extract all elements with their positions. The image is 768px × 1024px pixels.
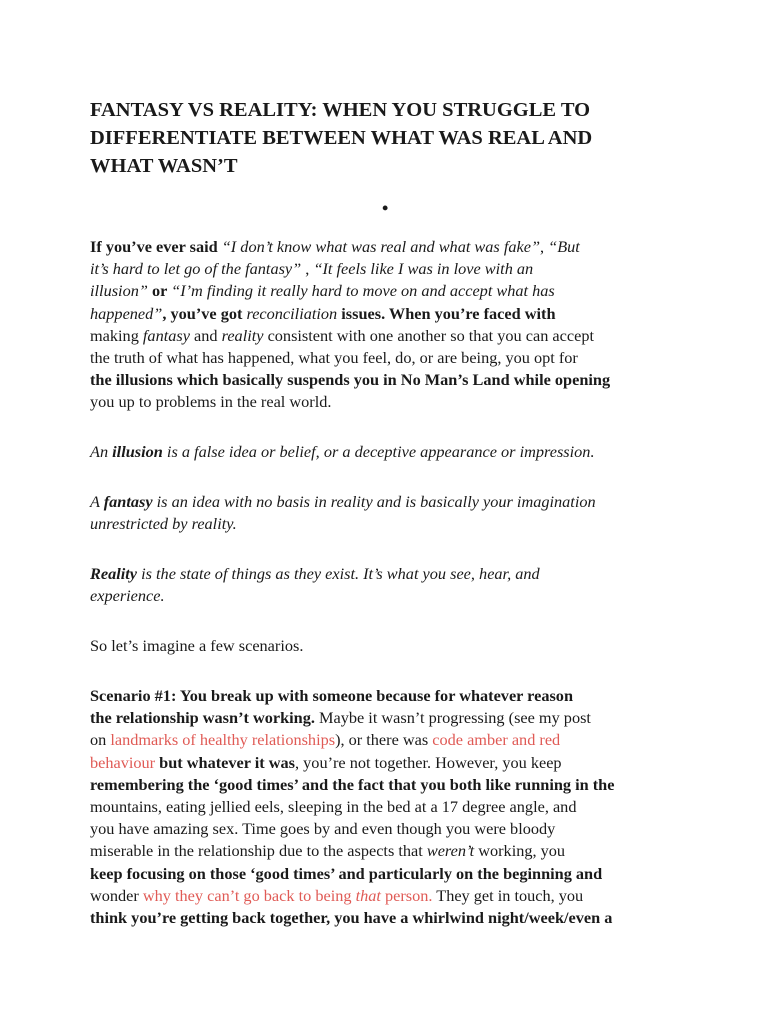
text-run: making (90, 325, 143, 345)
text-line (90, 907, 690, 929)
reality-definition (90, 563, 690, 607)
text-line (90, 796, 690, 818)
text-run: on (90, 730, 111, 750)
text-line (90, 752, 690, 774)
text-line (90, 729, 690, 751)
text-run: illusion” (90, 281, 148, 301)
text-run: fantasy (142, 325, 190, 345)
text-run: , (301, 259, 314, 279)
text-run: Scenario #1: You break up with someone because for whatever reason (90, 686, 573, 705)
text-line (90, 774, 690, 796)
text-run: it’s hard to let go of the fantasy” (90, 259, 302, 279)
text-run: think you’re getting back together, you have a whirlwind night/week/even a (90, 908, 613, 928)
intro-paragraph (90, 236, 690, 414)
inline-link[interactable]: why they can’t go back to being (142, 885, 356, 905)
text-run: A (90, 492, 104, 511)
page-title (90, 96, 690, 180)
text-run: illusion (112, 442, 163, 461)
inline-link[interactable]: behaviour (90, 752, 156, 772)
text-run: happened” (90, 303, 163, 323)
text-run: or (147, 281, 172, 301)
text-line (90, 303, 690, 325)
text-run: So let’s imagine a few scenarios. (90, 636, 304, 655)
text-run: remembering the ‘good times’ and the fact that you both like running in the (90, 774, 615, 794)
text-line (90, 818, 690, 840)
text-run: is the state of things as they exist. It’s what you see, hear, and (137, 564, 540, 583)
text-line (90, 885, 690, 907)
fantasy-definition (90, 491, 690, 535)
text-run: weren’t (426, 841, 475, 861)
title-line: WHAT WASN’T (90, 155, 238, 177)
text-run: , you’ve got (162, 303, 247, 323)
text-line (90, 441, 690, 463)
text-run: consistent with one another so that you can accept (263, 325, 594, 345)
text-run: working, you (474, 841, 566, 861)
text-run: They get in touch, you (432, 885, 584, 905)
text-run: An (90, 442, 113, 461)
text-run: reality (221, 325, 264, 345)
text-run: , you’re not together. However, you keep (295, 752, 562, 772)
text-run: the truth of what has happened, what you feel, do, or are being, you opt for (90, 348, 578, 368)
text-line (90, 635, 690, 657)
text-run: “I don’t know what was real and what was fake” (221, 237, 541, 256)
text-line (90, 863, 690, 885)
text-run: ), or there was (335, 730, 433, 750)
text-run: you up to problems in the real world. (90, 392, 332, 412)
text-line (90, 280, 690, 302)
text-run: “It feels like I was in love with an (313, 259, 534, 279)
text-run: issues. When you’re faced with (337, 303, 556, 323)
text-run: but whatever it was (155, 752, 296, 772)
text-line (90, 347, 690, 369)
text-run: If you’ve ever said (90, 237, 222, 256)
text-run: the illusions which basically suspends you in No Man’s Land while opening (90, 370, 611, 390)
text-run: keep focusing on those ‘good times’ and particularly on the beginning and (90, 863, 603, 883)
text-run: miserable in the relationship due to the aspects that (90, 841, 427, 861)
text-run: “I’m finding it really hard to move on and accept what has (171, 281, 555, 301)
separator-dot: • (382, 198, 389, 218)
text-run: , (540, 237, 549, 256)
text-line (90, 685, 690, 707)
scenario-1-paragraph (90, 685, 690, 929)
scenarios-intro (90, 635, 690, 657)
text-run: is an idea with no basis in reality and is basically your imagination (152, 492, 596, 511)
text-run: the relationship wasn’t working. (90, 708, 315, 728)
text-line (90, 258, 690, 280)
text-line (90, 563, 690, 585)
text-run: reconciliation (246, 303, 338, 323)
text-line (90, 236, 690, 258)
text-run: Reality (90, 564, 138, 583)
text-line (90, 391, 690, 413)
text-run: is a false idea or belief, or a deceptive appearance or impression. (162, 442, 595, 461)
text-line (90, 513, 690, 535)
illusion-definition (90, 441, 690, 463)
title-line: DIFFERENTIATE BETWEEN WHAT WAS REAL AND (90, 127, 593, 149)
inline-link[interactable]: code amber and red (432, 730, 561, 750)
inline-link[interactable]: landmarks of healthy relationships (110, 730, 336, 750)
text-run: unrestricted by reality. (90, 514, 237, 534)
text-run: mountains, eating jellied eels, sleeping in the bed at a 17 degree angle, and (90, 797, 577, 817)
text-run: and (189, 325, 222, 345)
inline-link[interactable]: that (355, 885, 381, 905)
text-run: experience. (90, 586, 165, 606)
text-run: Maybe it wasn’t progressing (see my post (314, 708, 591, 728)
text-run: you have amazing sex. Time goes by and even though you were bloody (90, 819, 556, 839)
text-line (90, 325, 690, 347)
text-line (90, 585, 690, 607)
text-line (90, 491, 690, 513)
title-line: FANTASY VS REALITY: WHEN YOU STRUGGLE TO (90, 99, 591, 121)
text-line (90, 369, 690, 391)
text-run: fantasy (103, 492, 153, 511)
text-run: “But (548, 237, 580, 256)
text-line (90, 840, 690, 862)
inline-link[interactable]: person. (380, 885, 433, 905)
text-line (90, 707, 690, 729)
text-run: wonder (90, 885, 143, 905)
